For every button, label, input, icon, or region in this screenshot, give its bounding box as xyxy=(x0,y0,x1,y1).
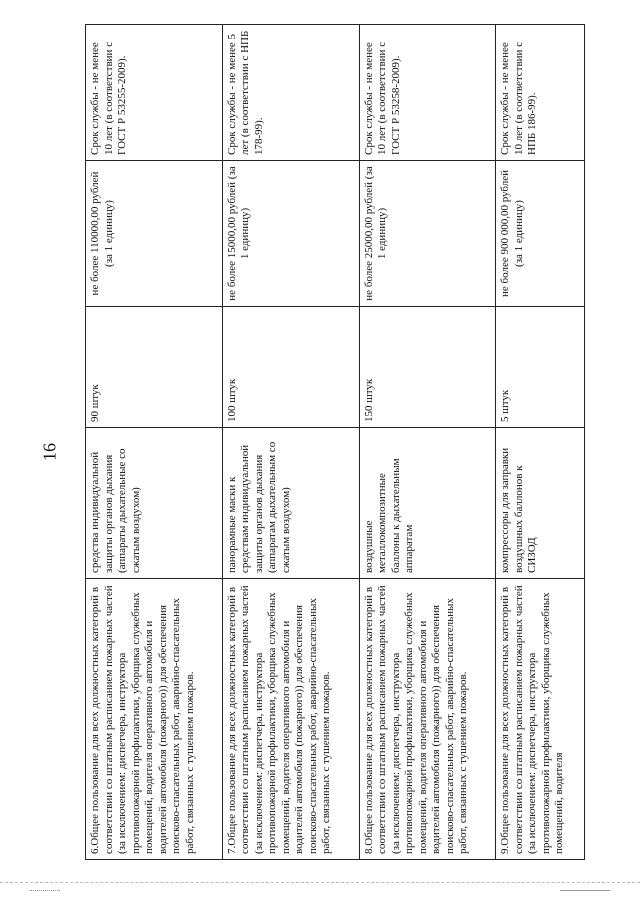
category-cell: 9.Общее пользование для всех должностных категорий в соответствии со штатным расписанием пожарных частей (за исключением: диспетчера, инструктора противопожарной профилактики, уборщика служебных помещений, водителя xyxy=(496,579,585,860)
service-term-cell: Срок службы - не менее 5 лет (в соответствии с НПБ 178-99). xyxy=(222,25,359,161)
rotated-table-container xyxy=(85,30,585,860)
quantity-cell: 5 штук xyxy=(496,307,585,428)
scan-footer-mark-right xyxy=(560,890,610,897)
table-row xyxy=(496,25,585,860)
service-term-cell: Срок службы - не менее 10 лет (в соответствии с ГОСТ Р 53255-2009). xyxy=(86,25,223,161)
price-cell: не более 110000,00 рублей (за 1 единицу) xyxy=(86,161,223,307)
equipment-table xyxy=(85,24,585,860)
category-cell: 7.Общее пользование для всех должностных категорий в соответствии со штатным расписанием пожарных частей (за исключением: диспетчера, инструктора противопожарной профилактики, уборщика служебных помещений, водителя оперативного автомобиля и водителей автомобиля (пожарного)) для обеспечения поисково-спасательных работ, аварийно-спасательных работ, связанных с тушением пожаров. xyxy=(222,579,359,860)
scan-footer-mark-left xyxy=(30,890,60,897)
price-cell: не более 15000,00 рублей (за 1 единицу) xyxy=(222,161,359,307)
item-cell: средства индивидуальной защиты органов дыхания (аппараты дыхательные со сжатым воздухом) xyxy=(86,428,223,579)
category-cell: 6.Общее пользование для всех должностных категорий в соответствии со штатным расписанием пожарных частей (за исключением: диспетчера, инструктора противопожарной профилактики, уборщика служебных помещений, водителя оперативного автомобиля и водителей автомобиля (пожарного)) для обеспечения поисково-спасательных работ, аварийно-спасательных работ, связанных с тушением пожаров. xyxy=(86,579,223,860)
table-row xyxy=(359,25,496,860)
category-cell: 8.Общее пользование для всех должностных категорий в соответствии со штатным расписанием пожарных частей (за исключением: диспетчера, инструктора противопожарной профилактики, уборщика служебных помещений, водителя оперативного автомобиля и водителей автомобиля (пожарного)) для обеспечения поисково-спасательных работ, аварийно-спасательных работ, связанных с тушением пожаров. xyxy=(359,579,496,860)
table-row xyxy=(86,25,223,860)
quantity-cell: 100 штук xyxy=(222,307,359,428)
price-cell: не более 25000,00 рублей (за 1 единицу) xyxy=(359,161,496,307)
quantity-cell: 90 штук xyxy=(86,307,223,428)
service-term-cell: Срок службы - не менее 10 лет (в соответствии с НПБ 186-99). xyxy=(496,25,585,161)
scan-footer-divider xyxy=(0,882,640,883)
item-cell: воздушные металлокомпозитные баллоны к дыхательным аппаратам xyxy=(359,428,496,579)
item-cell: компрессоры для заправки воздушных баллонов к СИЗОД xyxy=(496,428,585,579)
price-cell: не более 900 000,00 рублей (за 1 единицу) xyxy=(496,161,585,307)
item-cell: панорамные маски к средствам индивидуальной защиты органов дыхания (аппаратам дыхательным со сжатым воздухом) xyxy=(222,428,359,579)
quantity-cell: 150 штук xyxy=(359,307,496,428)
service-term-cell: Срок службы - не менее 10 лет (в соответствии с ГОСТ Р 53258-2009). xyxy=(359,25,496,161)
page-number: 16 xyxy=(39,443,60,461)
table-row xyxy=(222,25,359,860)
